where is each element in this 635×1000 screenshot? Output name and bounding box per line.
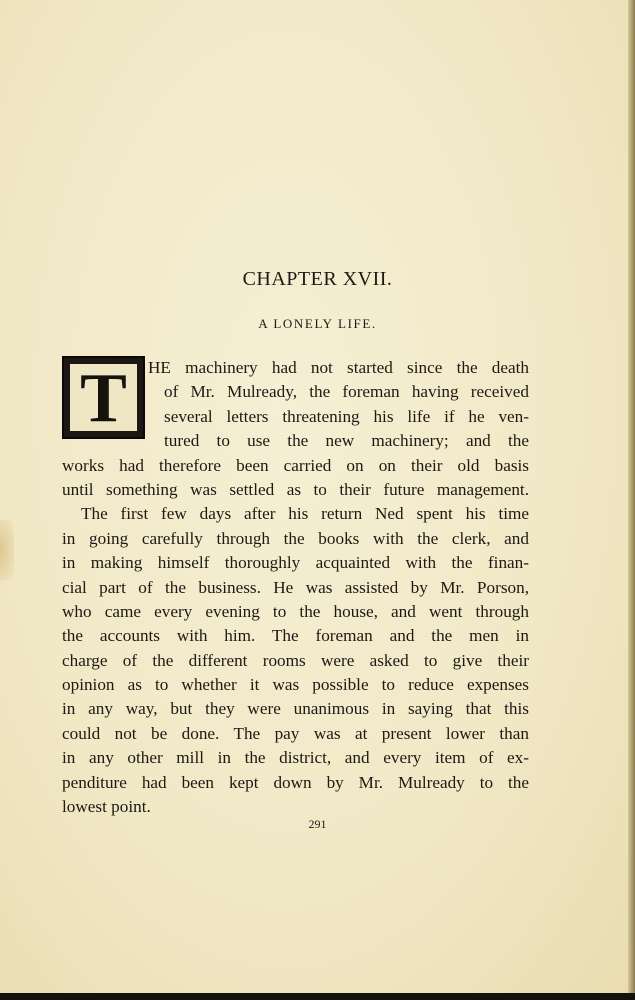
text-line: in any other mill in the district, and every item of ex- xyxy=(62,748,529,768)
text-line: in making himself thoroughly acquainted with the finan- xyxy=(62,553,529,573)
text-line: who came every evening to the house, and went through xyxy=(62,601,529,621)
text-line: works had therefore been carried on on their old basis xyxy=(62,455,529,475)
chapter-heading: CHAPTER XVII. xyxy=(242,268,393,290)
text-line: charge of the different rooms were asked to give their xyxy=(62,650,529,670)
text-line: until something was settled as to their future management. xyxy=(62,479,529,499)
text-line: HE machinery had not started since the death xyxy=(148,358,529,377)
text-line: lowest point. xyxy=(62,797,151,817)
text-line: The first few days after his return Ned spent his time xyxy=(81,504,529,524)
page-stain xyxy=(0,520,14,580)
drop-cap-letter: T xyxy=(70,364,137,431)
text-line: in any way, but they were unanimous in saying that this xyxy=(62,699,529,719)
text-line: the accounts with him. The foreman and the men in xyxy=(62,626,529,646)
text-line: cial part of the business. He was assisted by Mr. Porson, xyxy=(62,577,529,597)
text-line: opinion as to whether it was possible to reduce expenses xyxy=(62,675,529,695)
text-line: penditure had been kept down by Mr. Mulready to the xyxy=(62,772,529,792)
page-edge-right xyxy=(628,0,635,1000)
chapter-body xyxy=(62,356,529,819)
page-number: 291 xyxy=(308,817,327,831)
text-line: several letters threatening his life if he ven- xyxy=(164,406,529,426)
chapter-title: A LONELY LIFE. xyxy=(258,316,377,331)
page-edge-bottom xyxy=(0,993,635,1000)
text-line: tured to use the new machinery; and the xyxy=(164,431,529,451)
text-line: could not be done. The pay was at present lower than xyxy=(62,723,529,743)
text-line: of Mr. Mulready, the foreman having received xyxy=(164,382,529,402)
text-line: in going carefully through the books with the clerk, and xyxy=(62,528,529,548)
